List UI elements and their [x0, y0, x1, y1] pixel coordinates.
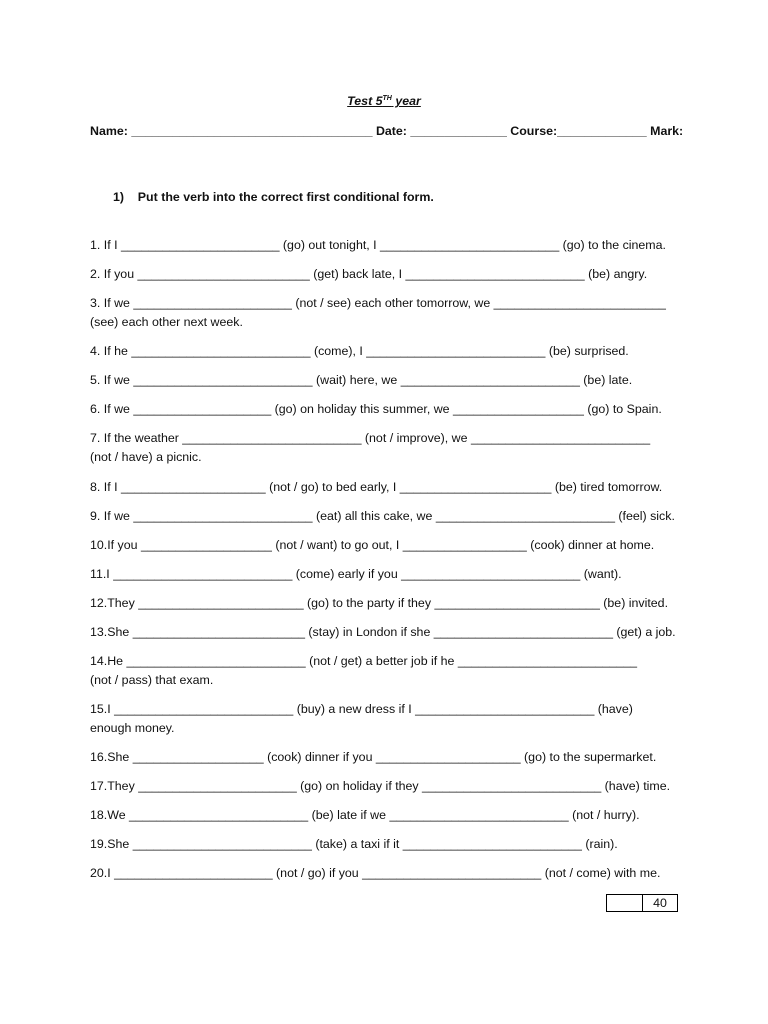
question-17[interactable]: 17.They _______________________ (go) on holiday if they __________________________ (have) time. [90, 779, 671, 793]
score-box [606, 894, 678, 912]
title-superscript: TH [382, 94, 392, 102]
question-20[interactable]: 20.I _______________________ (not / go) if you __________________________ (not / come) with me. [90, 866, 661, 880]
question-12[interactable]: 12.They ________________________ (go) to the party if they ________________________ (be) invited. [90, 596, 669, 610]
question-1[interactable]: 1. If I _______________________ (go) out tonight, I __________________________ (go) to the cinema. [90, 238, 666, 252]
question-10[interactable]: 10.If you ___________________ (not / want) to go out, I __________________ (cook) dinner at home. [90, 538, 655, 552]
question-7[interactable]: 7. If the weather __________________________ (not / improve), we __________________________ (not / have) a picnic. [90, 431, 651, 464]
score-input-cell[interactable] [607, 895, 643, 911]
question-14[interactable]: 14.He __________________________ (not / get) a better job if he __________________________ (not / pass) that exam. [90, 654, 638, 687]
question-19[interactable]: 19.She __________________________ (take) a taxi if it __________________________ (rain). [90, 837, 618, 851]
question-6[interactable]: 6. If we ____________________ (go) on holiday this summer, we ___________________ (go) to Spain. [90, 402, 662, 416]
page-title: Test 5TH year [347, 94, 421, 108]
question-9[interactable]: 9. If we __________________________ (eat) all this cake, we __________________________ (feel) sick. [90, 509, 675, 523]
score-total: 40 [653, 896, 667, 910]
question-8[interactable]: 8. If I _____________________ (not / go) to bed early, I ______________________ (be) tired tomorrow. [90, 480, 663, 494]
question-11[interactable]: 11.I __________________________ (come) early if you __________________________ (want). [90, 567, 622, 581]
question-18[interactable]: 18.We __________________________ (be) late if we __________________________ (not / hurry). [90, 808, 640, 822]
question-2[interactable]: 2. If you _________________________ (get) back late, I __________________________ (be) angry. [90, 267, 648, 281]
question-15[interactable]: 15.I __________________________ (buy) a new dress if I __________________________ (have) enough money. [90, 702, 633, 735]
question-3[interactable]: 3. If we _______________________ (not / see) each other tomorrow, we _________________________ (see) each other next week. [90, 296, 666, 329]
question-4[interactable]: 4. If he __________________________ (come), I __________________________ (be) surprised. [90, 344, 629, 358]
question-13[interactable]: 13.She _________________________ (stay) in London if she __________________________ (get) a job. [90, 625, 676, 639]
question-16[interactable]: 16.She ___________________ (cook) dinner if you _____________________ (go) to the supermarket. [90, 750, 657, 764]
exercise-instruction: 1) Put the verb into the correct first conditional form. [113, 190, 434, 204]
question-5[interactable]: 5. If we __________________________ (wait) here, we __________________________ (be) late. [90, 373, 633, 387]
student-info-line[interactable]: Name: ___________________________________ Date: ______________ Course:_____________ Mark: [90, 124, 684, 138]
